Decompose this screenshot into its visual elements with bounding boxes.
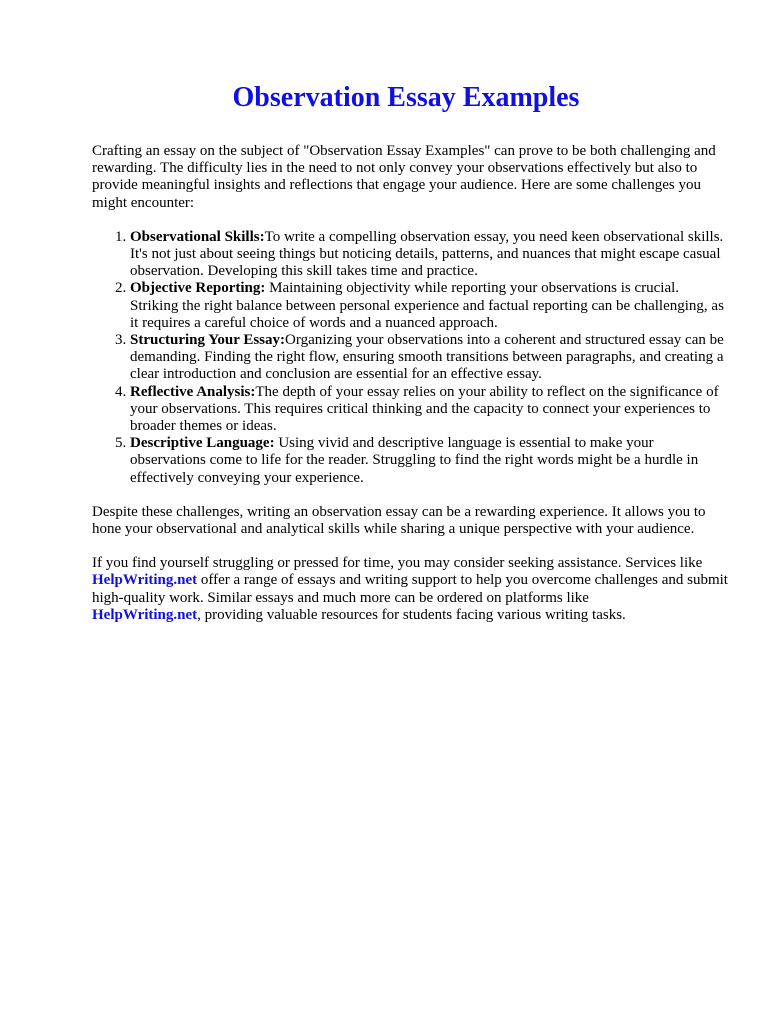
challenges-list [92, 229, 728, 487]
list-item-heading: Observational Skills: [130, 228, 265, 245]
closing-paragraph: Despite these challenges, writing an observation essay can be a rewarding experience. It allows you to hone your observational and analytical skills while sharing a unique perspective with your audience. [92, 503, 706, 538]
assistance-text-1: If you find yourself struggling or pressed for time, you may consider seeking assistance. Services like [92, 555, 703, 572]
list-item [130, 280, 728, 332]
list-item-heading: Objective Reporting: [130, 280, 266, 297]
list-item-text: To write a compelling observation essay, you need keen observational skills. It's not just about seeing things but noticing details, patterns, and nuances that might escape casual observation. Developing this skill takes time and practice. [130, 228, 724, 280]
page-title: Observation Essay Examples [232, 82, 580, 113]
intro-paragraph: Crafting an essay on the subject of "Observation Essay Examples" can prove to be both challenging and rewarding. The difficulty lies in the need to not only convey your observations effectively but also to provide meaningful insights and reflections that engage your audience. Here are some challenges you might encounter: [92, 143, 716, 211]
list-item [130, 332, 728, 384]
list-item-text: Maintaining objectivity while reporting your observations is crucial. Striking the right balance between personal experience and factual reporting can be challenging, as it requires a careful choice of words and a nuanced approach. [130, 280, 724, 331]
list-item [130, 435, 728, 487]
assistance-text-3: , providing valuable resources for students facing various writing tasks. [197, 606, 626, 623]
list-item-text: Using vivid and descriptive language is essential to make your observations come to life for the reader. Struggling to find the right words might be a hurdle in effectively conveying your experience. [130, 435, 699, 486]
assistance-text-2: offer a range of essays and writing support to help you overcome challenges and submit high-quality work. Similar essays and much more can be ordered on platforms like [92, 572, 728, 606]
list-item [130, 229, 728, 281]
list-item-text: Organizing your observations into a coherent and structured essay can be demanding. Finding the right flow, ensuring smooth transitions between paragraphs, and creating a clear introduction and conclusion are essential for an effective essay. [130, 332, 724, 383]
assistance-paragraph [92, 555, 728, 624]
helpwriting-link-2[interactable]: HelpWriting.net [92, 606, 198, 623]
helpwriting-link-1[interactable]: HelpWriting.net [92, 572, 198, 589]
list-item [130, 384, 728, 436]
list-item-heading: Reflective Analysis: [130, 383, 256, 400]
list-item-text: The depth of your essay relies on your ability to reflect on the significance of your observations. This requires critical thinking and the capacity to connect your experiences to broader themes or ideas. [130, 383, 719, 435]
list-item-heading: Descriptive Language: [130, 435, 275, 452]
list-item-heading: Structuring Your Essay: [130, 332, 286, 349]
